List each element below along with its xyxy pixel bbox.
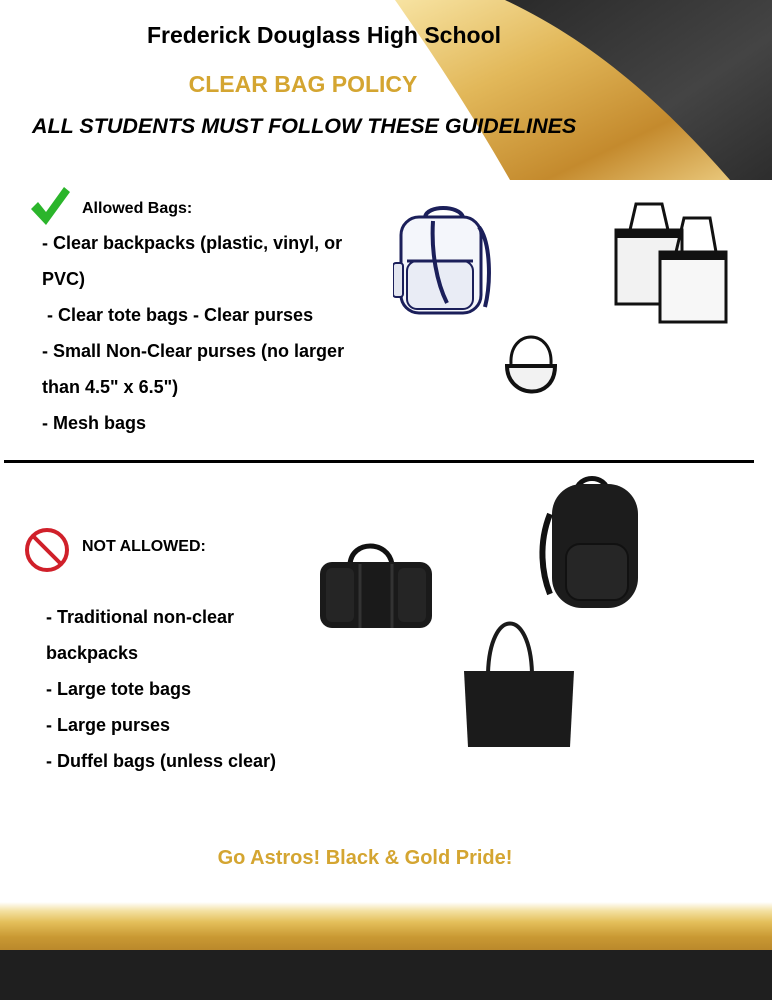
policy-title: CLEAR BAG POLICY <box>188 71 418 97</box>
not-allowed-line: - Large purses <box>46 715 171 735</box>
not-allowed-line: - Large tote bags <box>46 679 192 699</box>
clear-tote-bags-image <box>612 200 732 324</box>
check-mark-icon <box>28 184 72 228</box>
clear-backpack-image <box>393 203 495 318</box>
allowed-line: PVC) <box>42 269 86 289</box>
not-allowed-heading: NOT ALLOWED: <box>82 538 206 555</box>
clear-purse-image <box>503 320 559 402</box>
black-backpack-image <box>536 474 646 610</box>
not-allowed-line: - Traditional non-clear <box>46 607 235 627</box>
allowed-line: - Clear tote bags - Clear purses <box>42 305 314 325</box>
footer-slogan: Go Astros! Black & Gold Pride! <box>217 847 513 869</box>
allowed-line: - Clear backpacks (plastic, vinyl, or <box>42 233 343 253</box>
duffel-bag-image <box>316 538 436 632</box>
black-tote-image <box>460 615 578 749</box>
allowed-heading: Allowed Bags: <box>82 200 193 217</box>
guidelines-subtitle: ALL STUDENTS MUST FOLLOW THESE GUIDELINES <box>32 114 577 138</box>
footer-gold-band <box>0 902 772 952</box>
allowed-line: than 4.5" x 6.5") <box>42 377 179 397</box>
footer-black-band <box>0 950 772 1000</box>
allowed-line: - Small Non-Clear purses (no larger <box>42 341 345 361</box>
prohibited-icon <box>24 527 70 573</box>
not-allowed-line: backpacks <box>46 643 139 663</box>
not-allowed-line: - Duffel bags (unless clear) <box>46 751 277 771</box>
school-name: Frederick Douglass High School <box>146 22 502 48</box>
section-divider <box>4 460 754 463</box>
allowed-line: - Mesh bags <box>42 413 147 433</box>
